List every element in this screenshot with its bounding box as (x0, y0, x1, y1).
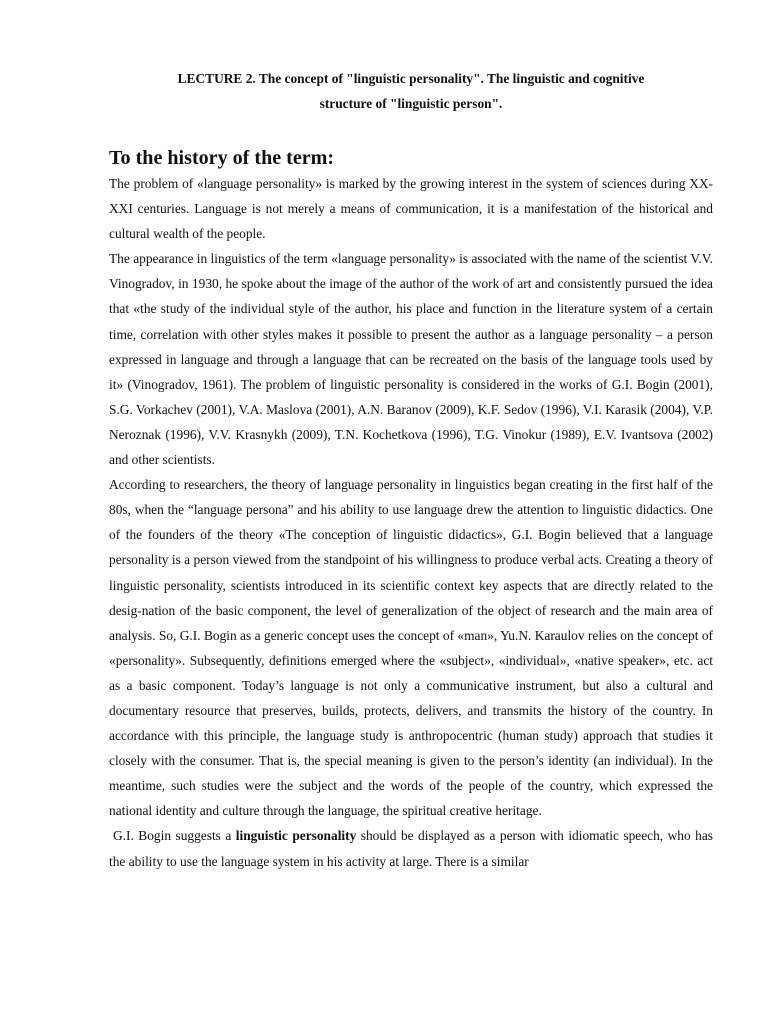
paragraph-2: The appearance in linguistics of the term «language personality» is associated with the name of the scientist V.V. Vinogradov, in 1930, he spoke about the image of the author of the work of art and consistently pursued the idea that «the study of the individual style of the author, his place and function in the literature system of a certain time, correlation with other styles makes it possible to present the author as a language personality – a person expressed in language and through a language that can be recreated on the basis of the language tools used by it» (Vinogradov, 1961). The problem of linguistic personality is considered in the works of G.I. Bogin (2001), S.G. Vorkachev (2001), V.A. Maslova (2001), A.N. Baranov (2009), K.F. Sedov (1996), V.I. Karasik (2004), V.P. Neroznak (1996), V.V. Krasnykh (2009), T.N. Kochetkova (1996), T.G. Vinokur (1989), E.V. Ivantsova (2002) and other scientists. (109, 251, 713, 468)
lecture-title-line-2: structure of "linguistic person". (319, 96, 503, 111)
paragraph-4 (109, 823, 713, 873)
paragraph-4-text-after: should be displayed as a person with idiomatic speech, who has the ability to use the language system in his activity at large. There is a similar (109, 828, 713, 869)
lecture-title (109, 66, 713, 116)
paragraph-4-text-before: G.I. Bogin suggests a (113, 828, 236, 844)
paragraph-4-bold-term: linguistic personality (235, 828, 357, 844)
lecture-title-line-1: LECTURE 2. The concept of "linguistic personality". The linguistic and cognitive (177, 71, 645, 86)
paragraph-1: The problem of «language personality» is marked by the growing interest in the system of sciences during XX-XXI centuries. Language is not merely a means of communication, it is a manifestation of the historical and cultural wealth of the people. (109, 176, 713, 242)
page-content (109, 66, 713, 874)
paragraph-3: According to researchers, the theory of language personality in linguistics began creating in the first half of the 80s, when the “language persona” and his ability to use language drew the attention to linguistic didactics. One of the founders of the theory «The conception of linguistic didactics», G.I. Bogin believed that a language personality is a person viewed from the standpoint of his willingness to produce verbal acts. Creating a theory of linguistic personality, scientists introduced in its scientific context key aspects that are directly related to the desig-nation of the basic component, the level of generalization of the object of research and the main area of analysis. So, G.I. Bogin as a generic concept uses the concept of «man», Yu.N. Karaulov relies on the concept of «personality». Subsequently, definitions emerged where the «subject», «individual», «native speaker», etc. act as a basic component. Today’s language is not only a communicative instrument, but also a cultural and documentary resource that preserves, builds, protects, delivers, and transmits the history of the country. In accordance with this principle, the language study is anthropocentric (human study) approach that studies it closely with the consumer. That is, the special meaning is given to the person’s identity (an individual). In the meantime, such studies were the subject and the words of the people of the country, which expressed the national identity and culture through the language, the spiritual creative heritage. (109, 477, 713, 819)
section-heading: To the history of the term: (109, 147, 335, 169)
